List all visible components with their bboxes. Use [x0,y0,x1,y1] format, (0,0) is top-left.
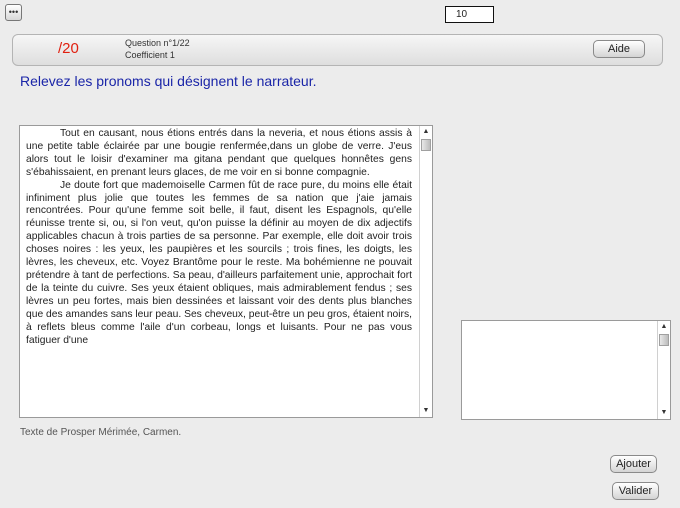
counter-field[interactable]: 10 [445,6,494,23]
answer-scrollbar[interactable] [657,321,670,419]
coefficient-label: Coefficient 1 [125,50,175,60]
add-button[interactable]: Ajouter [610,455,657,473]
help-button[interactable]: Aide [593,40,645,58]
scrollbar-thumb[interactable] [659,334,669,346]
source-caption: Texte de Prosper Mérimée, Carmen. [20,427,182,438]
back-button[interactable] [5,4,22,21]
answer-textarea[interactable] [461,320,671,420]
scrollbar-thumb[interactable] [421,139,431,151]
validate-button[interactable]: Valider [612,482,659,500]
passage-scrollbar[interactable] [419,126,432,417]
question-number: Question n°1/22 [125,38,190,48]
triangle-down-icon[interactable]: ▼ [422,407,430,414]
score-label: /20 [58,40,79,57]
triangle-up-icon[interactable]: ▲ [422,128,430,135]
passage-text [20,126,418,417]
passage-paragraph: Je doute fort que mademoiselle Carmen fût de race pure, du moins elle était infiniment plus jolie que toutes les femmes de sa nation que j'aie jamais rencontrées. Pour qu'une femme soit belle, il faut, disent les Espagnols, qu'elle réunisse trente si, ou, si l'on veut, qu'on puisse la définir au moyen de dix adjectifs applicables chacun à trois parties de sa personne. Par exemple, elle doit avoir trois choses noires : les yeux, les paupières et les sourcils ; trois fines, les doigts, les lèvres, les cheveux, etc. Voyez Brantôme pour le reste. Ma bohémienne ne pouvait prétendre à tant de perfections. Sa peau, d'ailleurs parfaitement unie, approchait fort de la teinte du cuivre. Ses yeux étaient obliques, mais admirablement fendus ; ses lèvres un peu fortes, mais bien dessinées et laissant voir des dents plus blanches que des amandes sans leur peau. Ses cheveux, peut-être un peu gros, étaient noirs, à reflets bleus comme l'aile d'un corbeau, longs et luisants. Pour ne pas vous fatiguer d'une [26,179,412,346]
triangle-down-icon[interactable]: ▼ [660,409,668,416]
ellipsis-back-icon: ••• [8,7,19,17]
passage-paragraph: Tout en causant, nous étions entrés dans la neveria, et nous étions assis à une petite table éclairée par une bougie renfermée,dans un globe de verre. J'eus alors tout le loisir d'examiner ma gitana pendant que quelques honnêtes gens s'ébahissaient, en prenant leurs glaces, de me voir en si bonne compagnie. [26,128,412,178]
question-instruction: Relevez les pronoms qui désignent le narrateur. [20,73,317,89]
triangle-up-icon[interactable]: ▲ [660,323,668,330]
passage-textbox[interactable] [19,125,433,418]
question-header [12,34,663,66]
